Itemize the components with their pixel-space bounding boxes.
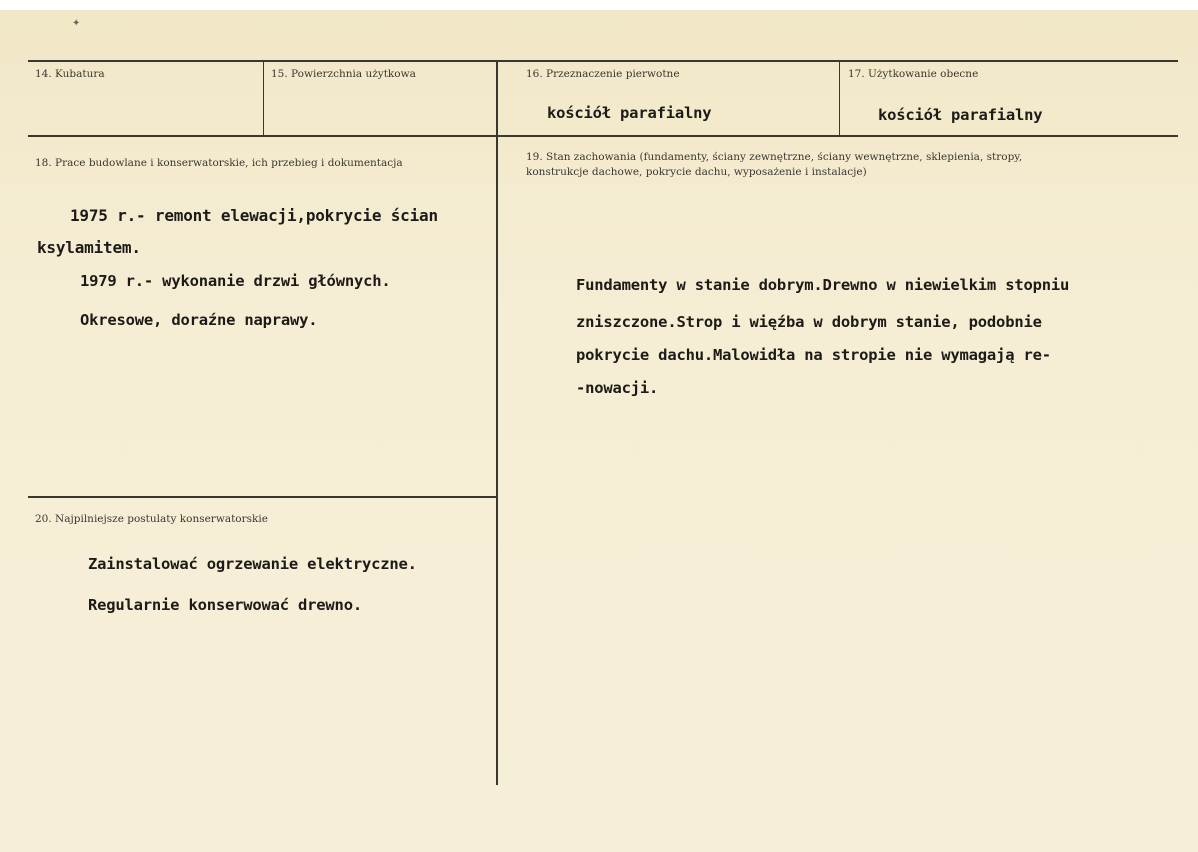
- section-18-label: 18. Prace budowlane i konserwatorskie, ich przebieg i dokumentacja: [35, 157, 403, 169]
- section-14-label: 14. Kubatura: [35, 68, 105, 80]
- col-divider-main: [496, 61, 498, 785]
- row1-bottom-rule: [28, 135, 1178, 137]
- section-19-line-3: pokrycie dachu.Malowidła na stropie nie wymagają re-: [576, 346, 1051, 364]
- scan-top-edge: [0, 0, 1198, 10]
- section-15-label: 15. Powierzchnia użytkowa: [271, 68, 416, 80]
- section-18-line-3: 1979 r.- wykonanie drzwi głównych.: [80, 272, 391, 290]
- section-19-label-line-1: 19. Stan zachowania (fundamenty, ściany zewnętrzne, ściany wewnętrzne, sklepienia, stropy,: [526, 151, 1023, 163]
- section-19-line-2: zniszczone.Strop i więźba w dobrym stanie, podobnie: [576, 313, 1042, 331]
- section-18-line-2: ksylamitem.: [37, 238, 141, 257]
- col-divider-16-17: [839, 61, 840, 135]
- section-19-line-4: -nowacji.: [576, 379, 659, 397]
- section-16-label: 16. Przeznaczenie pierwotne: [526, 68, 680, 80]
- section-20-line-1: Zainstalować ogrzewanie elektryczne.: [88, 555, 417, 573]
- section-17-value: kościół parafialny: [878, 106, 1043, 124]
- section-20-line-2: Regularnie konserwować drewno.: [88, 596, 362, 614]
- top-rule: [28, 60, 1178, 62]
- section-19-label-line-2: konstrukcje dachowe, pokrycie dachu, wyposażenie i instalacje): [526, 166, 867, 178]
- section-17-label: 17. Użytkowanie obecne: [848, 68, 979, 80]
- section-18-line-1: 1975 r.- remont elewacji,pokrycie ścian: [70, 206, 438, 225]
- section-19-line-1: Fundamenty w stanie dobrym.Drewno w niewielkim stopniu: [576, 276, 1070, 294]
- section-16-value: kościół parafialny: [547, 104, 712, 122]
- section-18-line-4: Okresowe, doraźne naprawy.: [80, 311, 318, 329]
- col-divider-14-15: [263, 61, 264, 135]
- section-20-label: 20. Najpilniejsze postulaty konserwatorskie: [35, 513, 268, 525]
- paper-fleck: ✦: [72, 18, 81, 29]
- row3-divider-rule: [28, 496, 497, 498]
